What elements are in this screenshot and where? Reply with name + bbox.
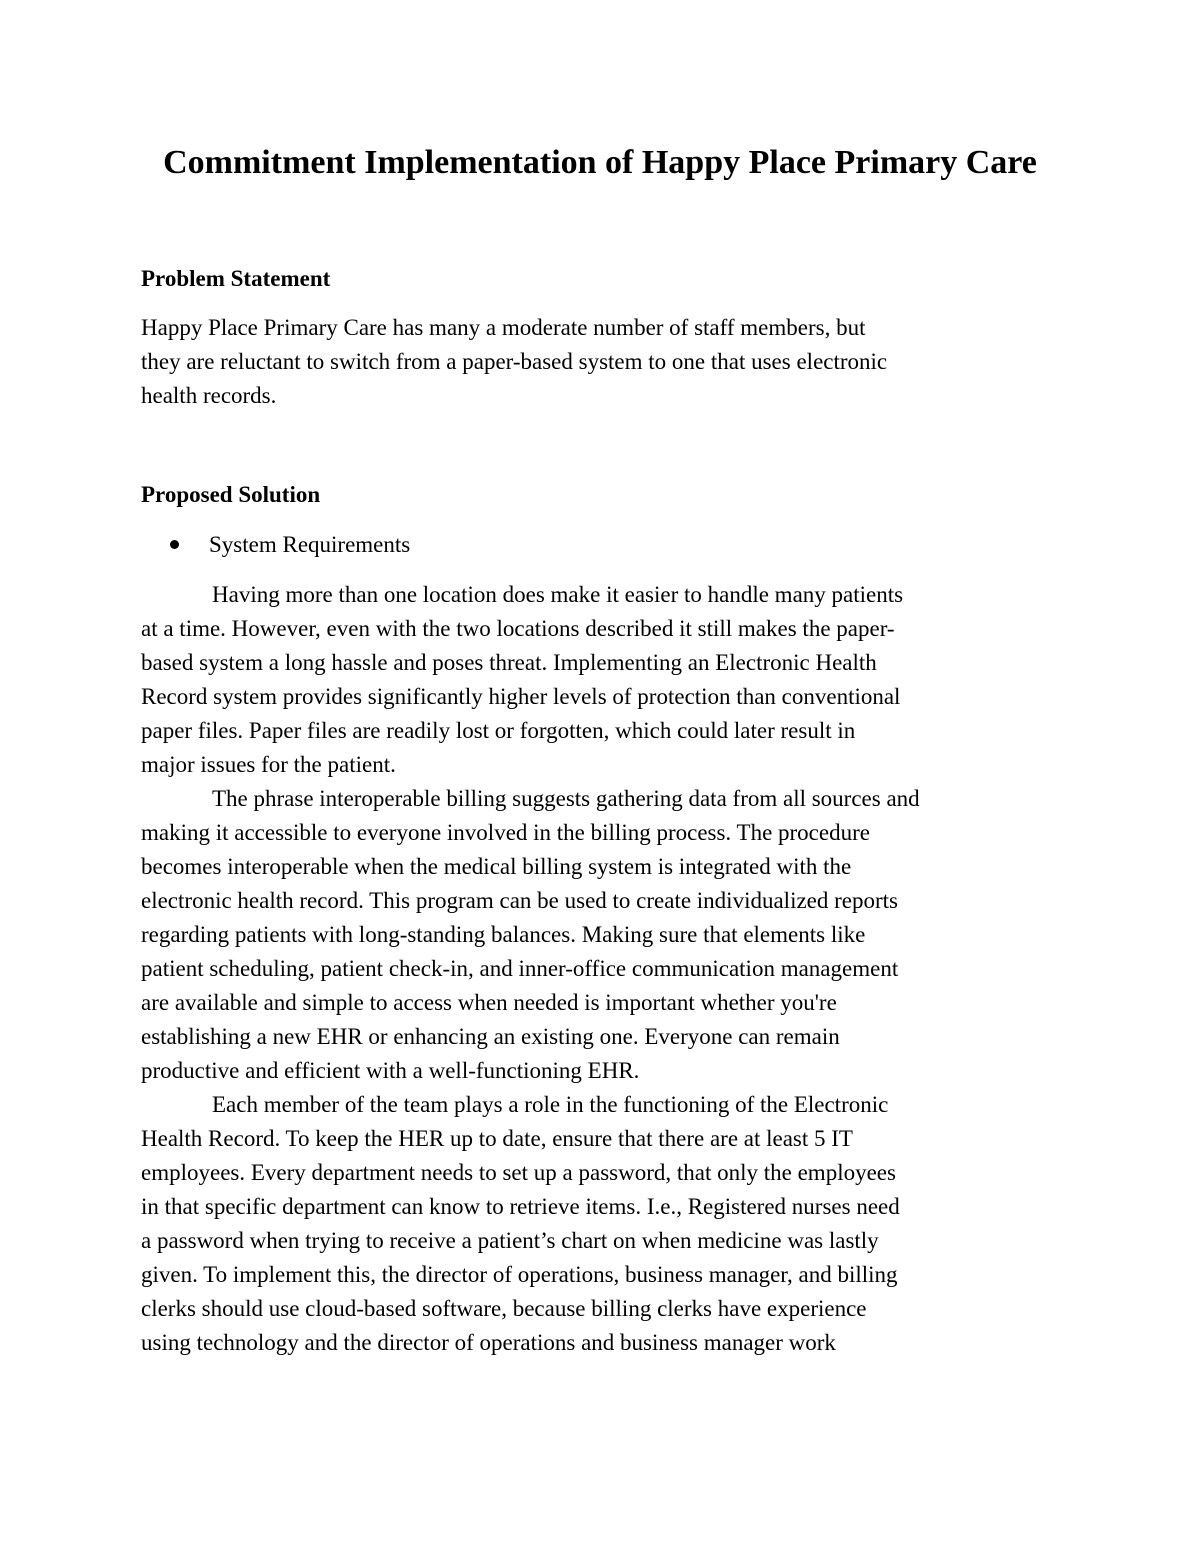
document-title: Commitment Implementation of Happy Place Primary Care (163, 144, 1037, 181)
problem-statement-paragraph (141, 311, 1061, 413)
text-line: employees. Every department needs to set up a password, that only the employees (141, 1160, 896, 1185)
problem-statement-heading: Problem Statement (141, 266, 331, 291)
bullet-item-system-requirements (170, 530, 410, 560)
text-line: in that specific department can know to retrieve items. I.e., Registered nurses need (141, 1194, 900, 1219)
proposed-solution-heading: Proposed Solution (141, 482, 321, 507)
text-line: using technology and the director of operations and business manager work (141, 1330, 836, 1355)
proposed-solution-body (141, 578, 1061, 1360)
text-line: Record system provides significantly higher levels of protection than conventional (141, 684, 901, 709)
paragraph-first-line: Each member of the team plays a role in the functioning of the Electronic (212, 1092, 889, 1117)
text-line: patient scheduling, patient check-in, and inner-office communication management (141, 956, 899, 981)
text-line: given. To implement this, the director of operations, business manager, and billing (141, 1262, 898, 1287)
text-line: Health Record. To keep the HER up to date, ensure that there are at least 5 IT (141, 1126, 853, 1151)
text-line: regarding patients with long-standing balances. Making sure that elements like (141, 922, 866, 947)
paragraph-first-line: The phrase interoperable billing suggests gathering data from all sources and (212, 786, 920, 811)
text-line: major issues for the patient. (141, 752, 396, 777)
text-line: based system a long hassle and poses threat. Implementing an Electronic Health (141, 650, 877, 675)
paragraph-first-line: Having more than one location does make it easier to handle many patients (212, 582, 904, 607)
text-line: they are reluctant to switch from a paper-based system to one that uses electronic (141, 349, 888, 374)
text-line: making it accessible to everyone involved in the billing process. The procedure (141, 820, 870, 845)
bullet-icon (170, 540, 179, 549)
text-line: Happy Place Primary Care has many a moderate number of staff members, but (141, 315, 866, 340)
text-line: becomes interoperable when the medical billing system is integrated with the (141, 854, 852, 879)
text-line: productive and efficient with a well-functioning EHR. (141, 1058, 640, 1083)
text-line: health records. (141, 383, 277, 408)
text-line: are available and simple to access when needed is important whether you're (141, 990, 837, 1015)
text-line: clerks should use cloud-based software, because billing clerks have experience (141, 1296, 867, 1321)
text-line: a password when trying to receive a patient’s chart on when medicine was lastly (141, 1228, 879, 1253)
text-line: establishing a new EHR or enhancing an existing one. Everyone can remain (141, 1024, 840, 1049)
text-line: paper files. Paper files are readily lost or forgotten, which could later result in (141, 718, 856, 743)
text-line: at a time. However, even with the two locations described it still makes the paper- (141, 616, 895, 641)
text-line: electronic health record. This program can be used to create individualized reports (141, 888, 898, 913)
bullet-label: System Requirements (209, 532, 411, 557)
